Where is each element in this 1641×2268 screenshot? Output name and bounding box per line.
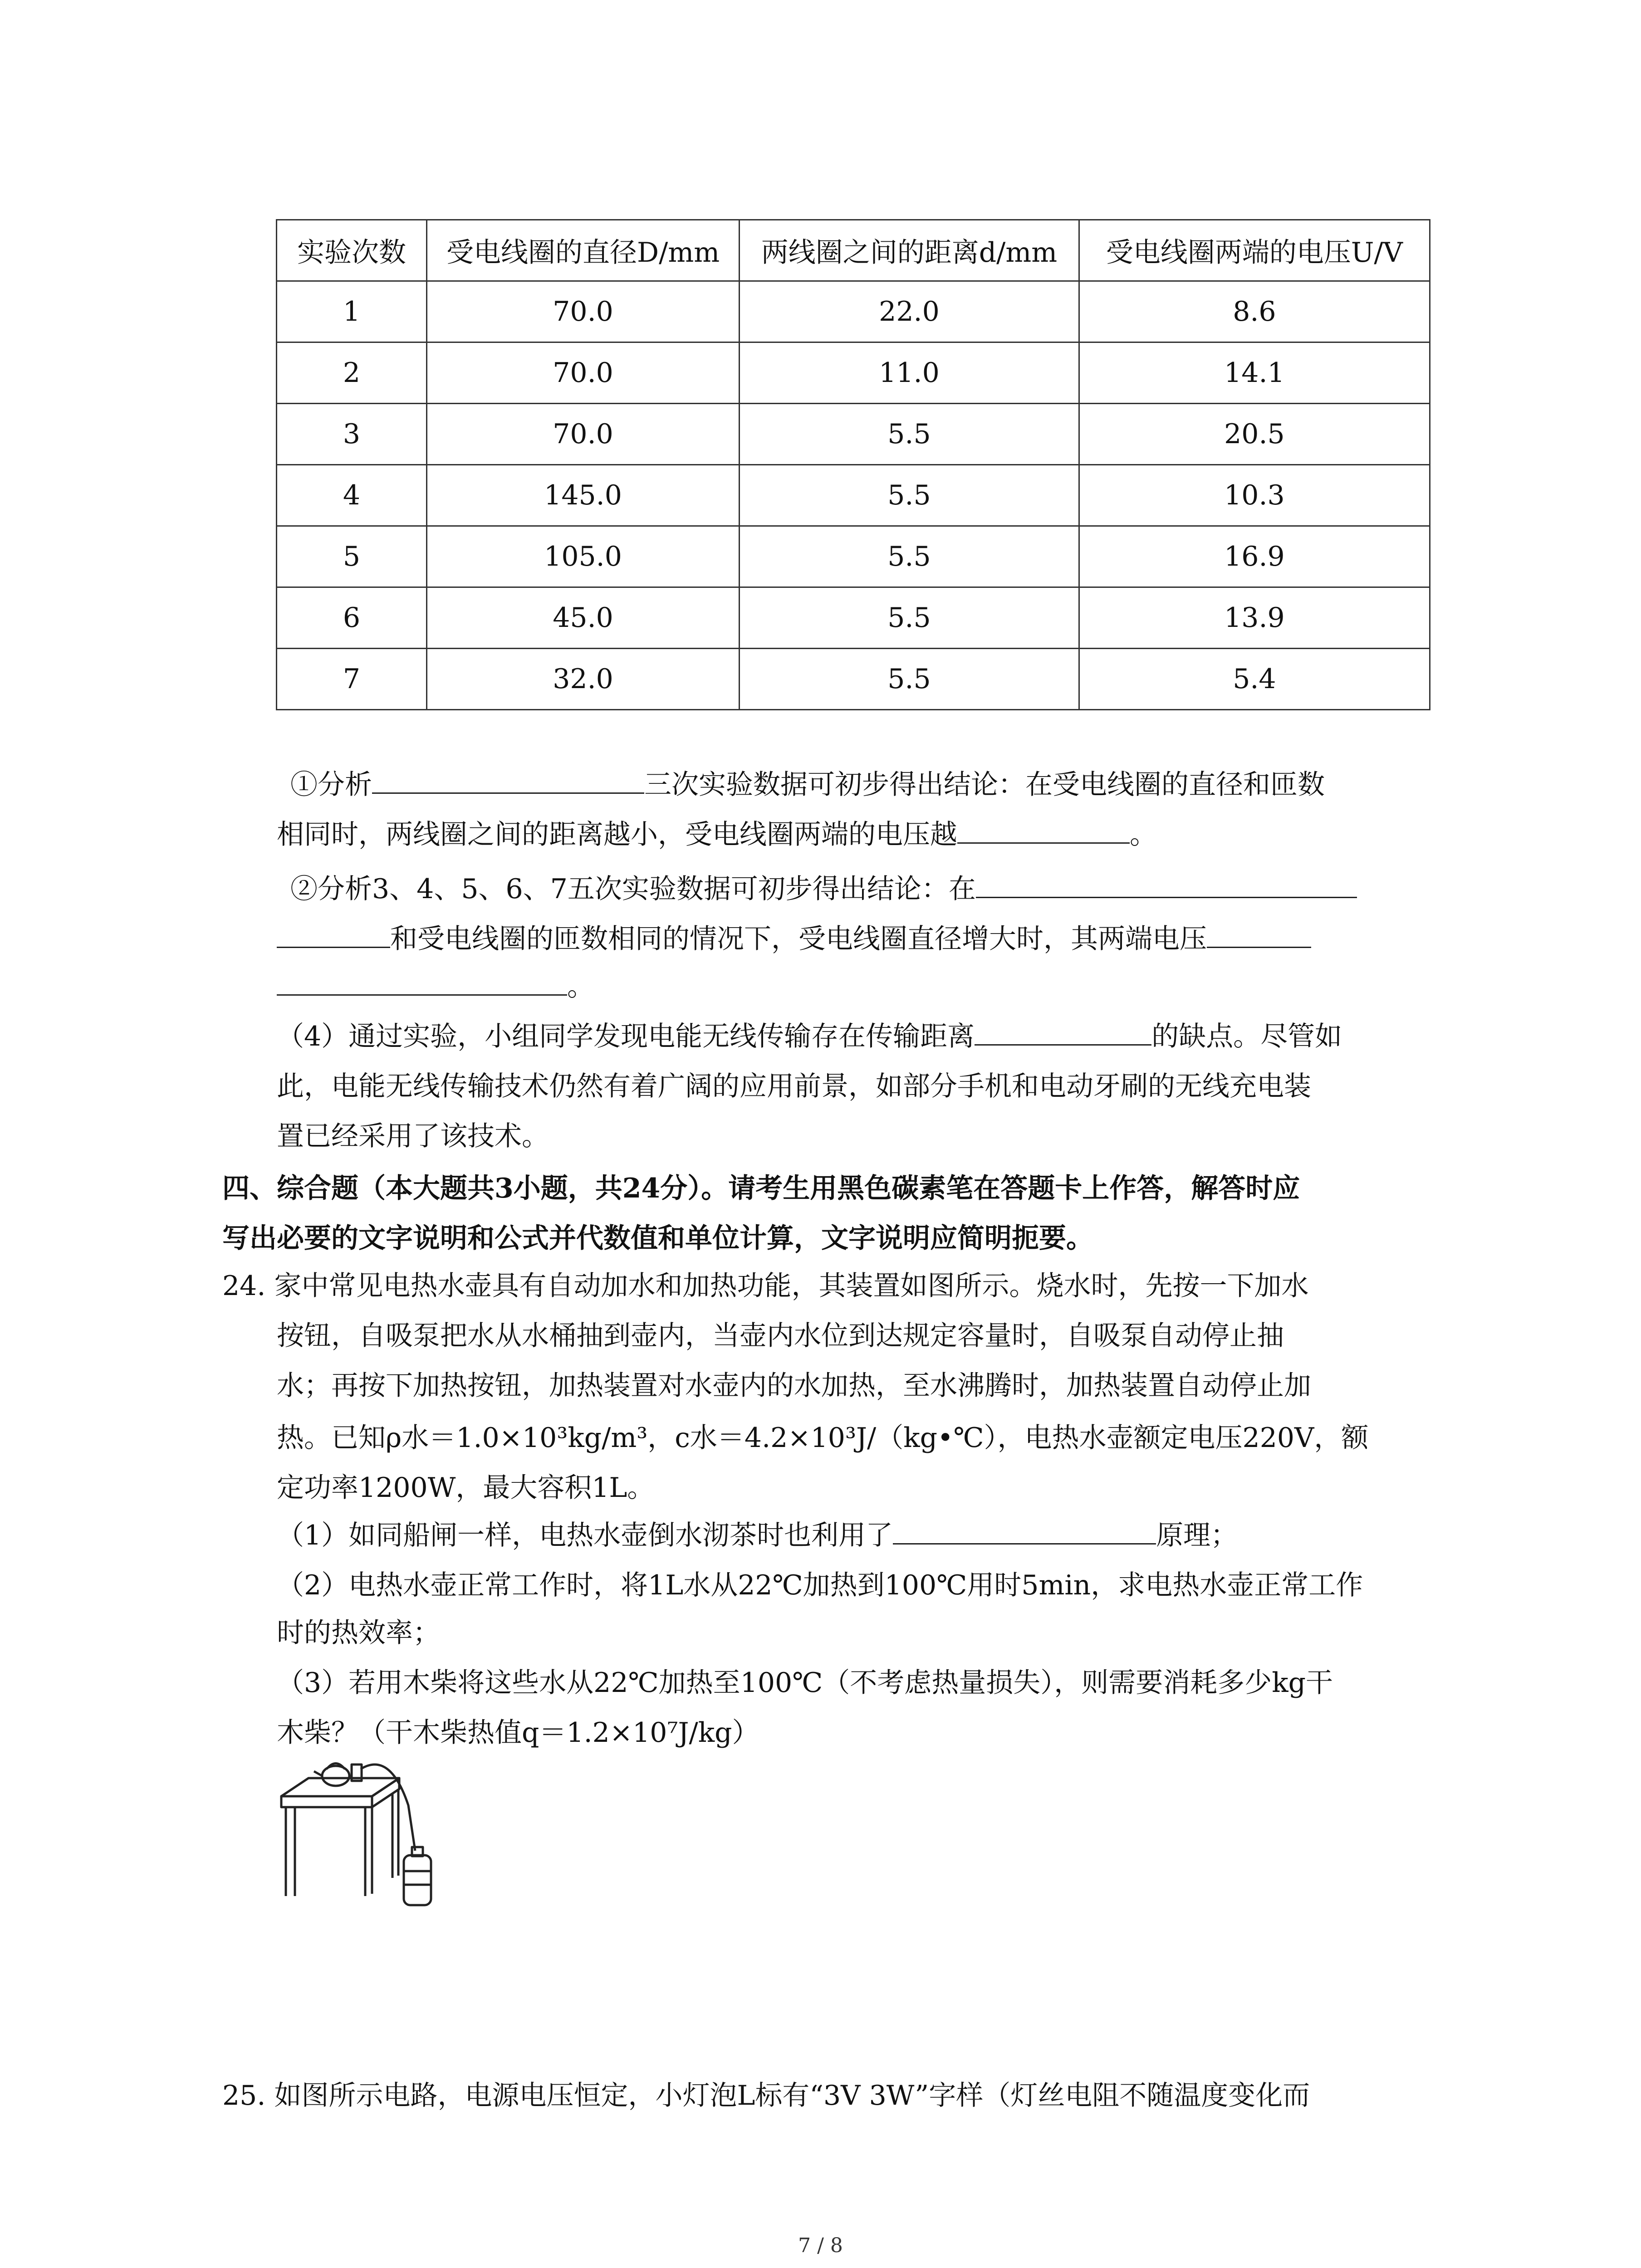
text: （1）如同船闸一样，电热水壶倒水沏茶时也利用了 [277,1520,893,1551]
table-cell: 5.5 [740,587,1079,649]
table-row [277,587,1430,649]
section-heading-line1: 四、综合题（本大题共3小题，共24分）。请考生用黑色碳素笔在答题卡上作答，解答时应 [222,1173,1300,1204]
q24-sub2-line2: 时的热效率； [277,1617,440,1649]
q23-analysis-2-line3 [277,959,594,1014]
table-cell: 32.0 [426,649,739,710]
q24-sub2-line1: （2）电热水壶正常工作时，将1L水从22℃加热到100℃用时5min，求电热水壶正常工作 [277,1569,1363,1601]
q24-sub3-line1: （3）若用木柴将这些水从22℃加热至100℃（不考虑热量损失），则需要消耗多少kg干 [277,1667,1333,1699]
q24-line5: 定功率1200W，最大容积1L。 [277,1472,655,1504]
water-bucket [404,1855,431,1905]
table-row [277,342,1430,404]
table-top [281,1778,399,1796]
table-cell: 45.0 [426,587,739,649]
answer-blank[interactable] [893,1517,1156,1545]
text: ①分析 [290,769,372,801]
table-cell: 70.0 [426,342,739,404]
text: 和受电线圈的匝数相同的情况下，受电线圈直径增大时，其两端电压 [390,923,1207,955]
q25-line1: 25. 如图所示电路，电源电压恒定，小灯泡L标有“3V 3W”字样（灯丝电阻不随温度变化而 [222,2080,1310,2112]
table-cell: 105.0 [426,526,739,587]
kettle-table-illustration [277,1751,449,1914]
q23-analysis-2-line2 [277,912,1311,966]
table-cell: 145.0 [426,465,739,526]
table-row [277,465,1430,526]
text: 相同时，两线圈之间的距离越小，受电线圈两端的电压越 [277,819,957,850]
table-cell: 5.5 [740,526,1079,587]
table-cell: 11.0 [740,342,1079,404]
table-row [277,526,1430,587]
q23-part4-line1 [277,1009,1342,1064]
text: 。 [1130,819,1157,850]
table-row [277,404,1430,465]
text: 原理； [1156,1520,1238,1551]
answer-blank[interactable] [957,816,1130,844]
q24-sub1 [277,1508,1238,1563]
table-cell: 13.9 [1079,587,1430,649]
table-cell: 22.0 [740,281,1079,342]
table-cell: 2 [277,342,427,404]
table-cell: 20.5 [1079,404,1430,465]
text: ②分析3、4、5、6、7五次实验数据可初步得出结论：在 [290,873,976,905]
answer-blank[interactable] [975,1018,1151,1046]
text: （4）通过实验，小组同学发现电能无线传输存在传输距离 [277,1021,975,1052]
section-heading-line2: 写出必要的文字说明和公式并代数值和单位计算，文字说明应简明扼要。 [222,1222,1093,1254]
q23-analysis-1-line2 [277,807,1157,862]
page-number: 7 / 8 [798,2234,843,2257]
table-cell: 14.1 [1079,342,1430,404]
table-cell: 70.0 [426,404,739,465]
table-row [277,649,1430,710]
table-cell: 5.5 [740,465,1079,526]
text: 三次实验数据可初步得出结论：在受电线圈的直径和匝数 [644,769,1325,801]
text: 。 [567,971,594,1002]
kettle-body [322,1766,349,1786]
q24-line3: 水；再按下加热按钮，加热装置对水壶内的水加热，至水沸腾时，加热装置自动停止加 [277,1370,1311,1402]
text: 的缺点。尽管如 [1151,1021,1342,1052]
table-header-cell: 两线圈之间的距离d/mm [740,220,1079,281]
answer-blank[interactable] [277,968,567,996]
table-cell: 70.0 [426,281,739,342]
table-cell: 5.5 [740,649,1079,710]
table-cell: 7 [277,649,427,710]
answer-blank[interactable] [976,870,1357,898]
table-cell: 1 [277,281,427,342]
q23-part4-line3: 置已经采用了该技术。 [277,1120,549,1152]
table-cell: 3 [277,404,427,465]
table-cell: 5.4 [1079,649,1430,710]
answer-blank[interactable] [277,920,390,948]
q24-line1: 24. 家中常见电热水壶具有自动加水和加热功能，其装置如图所示。烧水时，先按一下加水 [222,1270,1309,1302]
q23-analysis-1-line1 [290,758,1325,812]
q24-sub3-line2: 木柴？（干木柴热值q＝1.2×10⁷J/kg） [277,1717,759,1749]
table-cell: 16.9 [1079,526,1430,587]
table-cell: 5 [277,526,427,587]
table-header-cell: 受电线圈的直径D/mm [426,220,739,281]
table-cell: 8.6 [1079,281,1430,342]
q23-part4-line2: 此，电能无线传输技术仍然有着广阔的应用前景，如部分手机和电动牙刷的无线充电装 [277,1070,1311,1102]
answer-blank[interactable] [372,766,644,794]
table-header-row [277,220,1430,281]
table-row [277,281,1430,342]
q23-analysis-2-line1 [290,862,1357,916]
table-header-cell: 实验次数 [277,220,427,281]
table-cell: 6 [277,587,427,649]
table-cell: 10.3 [1079,465,1430,526]
table-header-cell: 受电线圈两端的电压U/V [1079,220,1430,281]
q24-line2: 按钮，自吸泵把水从水桶抽到壶内，当壶内水位到达规定容量时，自吸泵自动停止抽 [277,1320,1284,1352]
experiment-table [276,219,1430,710]
q24-line4: 热。已知ρ水＝1.0×10³kg/m³，c水＝4.2×10³J/（kg•℃），电热水壶额定电压220V，额 [277,1422,1369,1454]
table-cell: 4 [277,465,427,526]
table-cell: 5.5 [740,404,1079,465]
answer-blank[interactable] [1207,920,1311,948]
